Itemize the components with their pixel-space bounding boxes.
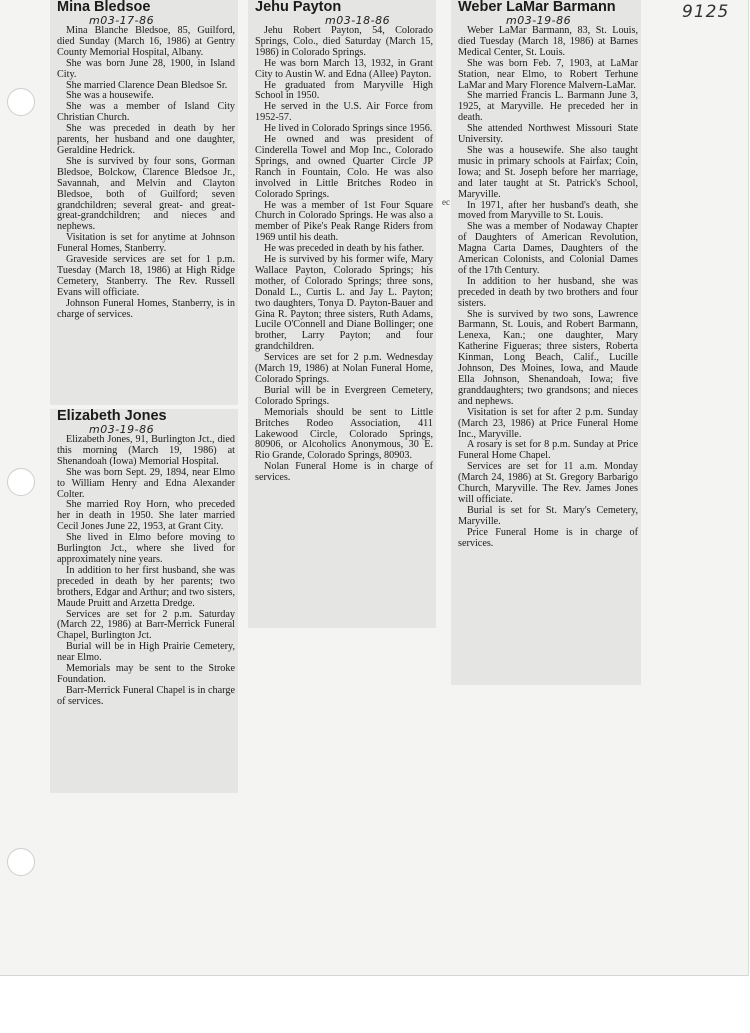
obituary-paragraph: Services are set for 11 a.m. Monday (March 24, 1986) at St. Gregory Barbarigo Church, Maryville. The Rev. James Jones will officiate.: [458, 461, 638, 505]
obituary-name: Elizabeth Jones: [57, 409, 167, 424]
obituary-paragraph: He owned and was president of Cinderella Towel and Mop Inc., Colorado Springs, and owned Quarter Circle JP Ranch in Fountain, Colo. He was also involved in Little Britches Rodeo in Colorado Springs.: [255, 134, 433, 200]
obituary-paragraph: He was a member of 1st Four Square Church in Colorado Springs. He was also a member of Pike's Peak Range Riders from 1969 until his death.: [255, 199, 433, 244]
obituary-paragraph: She married Roy Horn, who preceded her in death in 1950. She later married Cecil Jones June 22, 1953, at Grant City.: [57, 499, 235, 533]
obituary-body: [57, 435, 235, 708]
obituary-paragraph: Visitation is set for anytime at Johnson Funeral Homes, Stanberry.: [57, 232, 235, 255]
obituary-paragraph: Mina Blanche Bledsoe, 85, Guilford, died Sunday (March 16, 1986) at Gentry County Memorial Hospital, Albany.: [57, 25, 235, 58]
obituary-paragraph: She was preceded in death by her parents, her husband and one daughter, Geraldine Hedrick.: [57, 123, 235, 156]
obituary-paragraph: Burial will be in High Prairie Cemetery, near Elmo.: [57, 641, 235, 664]
obituary-clipping: [50, 409, 238, 793]
obituary-paragraph: He was born March 13, 1932, in Grant City to Austin W. and Edna (Allee) Payton.: [255, 57, 433, 80]
handwritten-date: m03-17-86: [89, 14, 155, 27]
obituary-paragraph: Services are set for 2 p.m. Wednesday (March 19, 1986) at Nolan Funeral Home, Colorado Springs.: [255, 352, 433, 385]
obituary-paragraph: Graveside services are set for 1 p.m. Tuesday (March 18, 1986) at High Ridge Cemetery, Stanberry. The Rev. Russell Evans will officiate.: [57, 254, 235, 298]
obituary-paragraph: In addition to her first husband, she was preceded in death by her parents; two brothers, Edgar and Arthur; and two sisters, Maude Pruitt and Arzetta Dredge.: [57, 564, 235, 609]
obituary-paragraph: Services are set for 2 p.m. Saturday (March 22, 1986) at Barr-Merrick Funeral Chapel, Burlington Jct.: [57, 608, 235, 642]
obituary-paragraph: Nolan Funeral Home is in charge of services.: [255, 461, 433, 484]
handwritten-date: m03-19-86: [506, 14, 572, 27]
obituary-paragraph: He graduated from Maryville High School in 1950.: [255, 79, 433, 102]
binder-hole: [7, 848, 35, 876]
obituary-paragraph: Memorials may be sent to the Stroke Foundation.: [57, 663, 235, 685]
obituary-paragraph: She was born Feb. 7, 1903, at LaMar Station, near Elmo, to Robert Terhune LaMar and Mary Florence Malvern-LaMar.: [458, 57, 638, 91]
handwritten-date: m03-19-86: [89, 423, 155, 436]
obituary-clipping: [451, 0, 641, 685]
obituary-paragraph: Visitation is set for after 2 p.m. Sunday (March 23, 1986) at Price Funeral Home Inc., Maryville.: [458, 406, 638, 440]
obituary-paragraph: Elizabeth Jones, 91, Burlington Jct., died this morning (March 19, 1986) at Shenandoah (Iowa) Memorial Hospital.: [57, 434, 235, 467]
obituary-paragraph: She married Francis L. Barmann June 3, 1925, at Maryville. He preceded her in death.: [458, 90, 638, 124]
obituary-paragraph: Burial is set for St. Mary's Cemetery, Maryville.: [458, 504, 638, 527]
obituary-clipping: [50, 0, 238, 405]
obituary-paragraph: Weber LaMar Barmann, 83, St. Louis, died Tuesday (March 18, 1986) at Barnes Medical Center, St. Louis.: [458, 25, 638, 58]
obituary-paragraph: In 1971, after her husband's death, she moved from Maryville to St. Louis.: [458, 199, 638, 222]
obituary-paragraph: Barr-Merrick Funeral Chapel is in charge of services.: [57, 684, 235, 707]
obituary-paragraph: Burial will be in Evergreen Cemetery, Colorado Springs.: [255, 384, 433, 407]
obituary-paragraph: He served in the U.S. Air Force from 1952-57.: [255, 101, 433, 124]
obituary-name: Weber LaMar Barmann: [458, 0, 616, 15]
obituary-paragraph: She married Clarence Dean Bledsoe Sr.: [66, 79, 228, 91]
handwritten-date: m03-18-86: [325, 14, 391, 27]
binder-hole: [7, 468, 35, 496]
obituary-paragraph: A rosary is set for 8 p.m. Sunday at Price Funeral Home Chapel.: [458, 439, 638, 462]
obituary-paragraph: In addition to her husband, she was preceded in death by two brothers and four sisters.: [458, 275, 638, 309]
obituary-body: [57, 26, 235, 320]
obituary-body: [458, 26, 638, 550]
page-number: 9125: [682, 2, 730, 22]
obituary-paragraph: She was born Sept. 29, 1894, near Elmo to William Henry and Edna Alexander Colter.: [57, 466, 235, 500]
obituary-clipping: [248, 0, 436, 628]
obituary-paragraph: She attended Northwest Missouri State University.: [458, 123, 638, 146]
obituary-paragraph: She was a housewife. She also taught music in primary schools at Fairfax; Coin, Iowa; and St. Joseph before her marriage, and later taught at St. Patrick's School, Maryville.: [458, 144, 638, 200]
obituary-paragraph: She is survived by four sons, Gorman Bledsoe, Bolckow, Clarence Bledsoe Jr., Savannah, and Melvin and Clayton Bledsoe, both of Guilford; seven grandchildren; several great- and great-great-grandchildren; and nieces and nephews.: [57, 155, 235, 233]
obituary-paragraph: Price Funeral Home is in charge of services.: [458, 526, 638, 549]
obituary-paragraph: Jehu Robert Payton, 54, Colorado Springs, Colo., died Saturday (March 15, 1986) in Colorado Springs.: [255, 25, 433, 58]
obituary-paragraph: He lived in Colorado Springs since 1956.: [264, 123, 433, 135]
obituary-paragraph: She was a housewife.: [66, 90, 154, 102]
obituary-name: Jehu Payton: [255, 0, 342, 15]
obituary-paragraph: She lived in Elmo before moving to Burlington Jct., where she lived for approximately nine years.: [57, 532, 235, 565]
obituary-name: Mina Bledsoe: [57, 0, 151, 15]
obituary-paragraph: She was born June 28, 1900, in Island City.: [57, 57, 235, 80]
obituary-paragraph: Memorials should be sent to Little Britches Rodeo Association, 411 Lakewood Circle, Colorado Springs, 80906, or Alcoholics Anonymous, 30 E. Rio Grande, Colorado Springs, 80903.: [255, 406, 433, 462]
obituary-paragraph: He is survived by his former wife, Mary Wallace Payton, Colorado Springs; his mother, of Colorado Springs; three sons, Donald L., Curtis L. and Jay L. Payton; two daughters, Tonya D. Payton-Bauer and Gina R. Payton; three sisters, Ruth Adams, Lucile O'Connell and Diane Bollinger; one brother, Larry Payton; and four grandchildren.: [255, 254, 433, 353]
obituary-paragraph: He was preceded in death by his father.: [264, 243, 425, 255]
obituary-body: [255, 26, 433, 484]
binder-hole: [7, 88, 35, 116]
obituary-paragraph: She was a member of Nodaway Chapter of Daughters of American Revolution, Magna Carta Dames, Daughters of the American Colonists, and Colonial Dames of the 17th Century.: [458, 221, 638, 276]
obituary-paragraph: She was a member of Island City Christian Church.: [57, 101, 235, 124]
obituary-paragraph: She is survived by two sons, Lawrence Barmann, St. Louis, and Robert Barmann, Lenexa, Kan.; one daughter, Mary Katherine Figueras; three sisters, Roberta Kinman, Long Beach, Calif., Lucille Johnson, Des Moines, Iowa, and Maude Ella Johnson, Shenandoah, Iowa; five granddaughters; two grandsons; and nieces and nephews.: [458, 308, 638, 407]
stray-mark: ec: [442, 197, 450, 207]
obituary-paragraph: Johnson Funeral Homes, Stanberry, is in charge of services.: [57, 297, 235, 320]
